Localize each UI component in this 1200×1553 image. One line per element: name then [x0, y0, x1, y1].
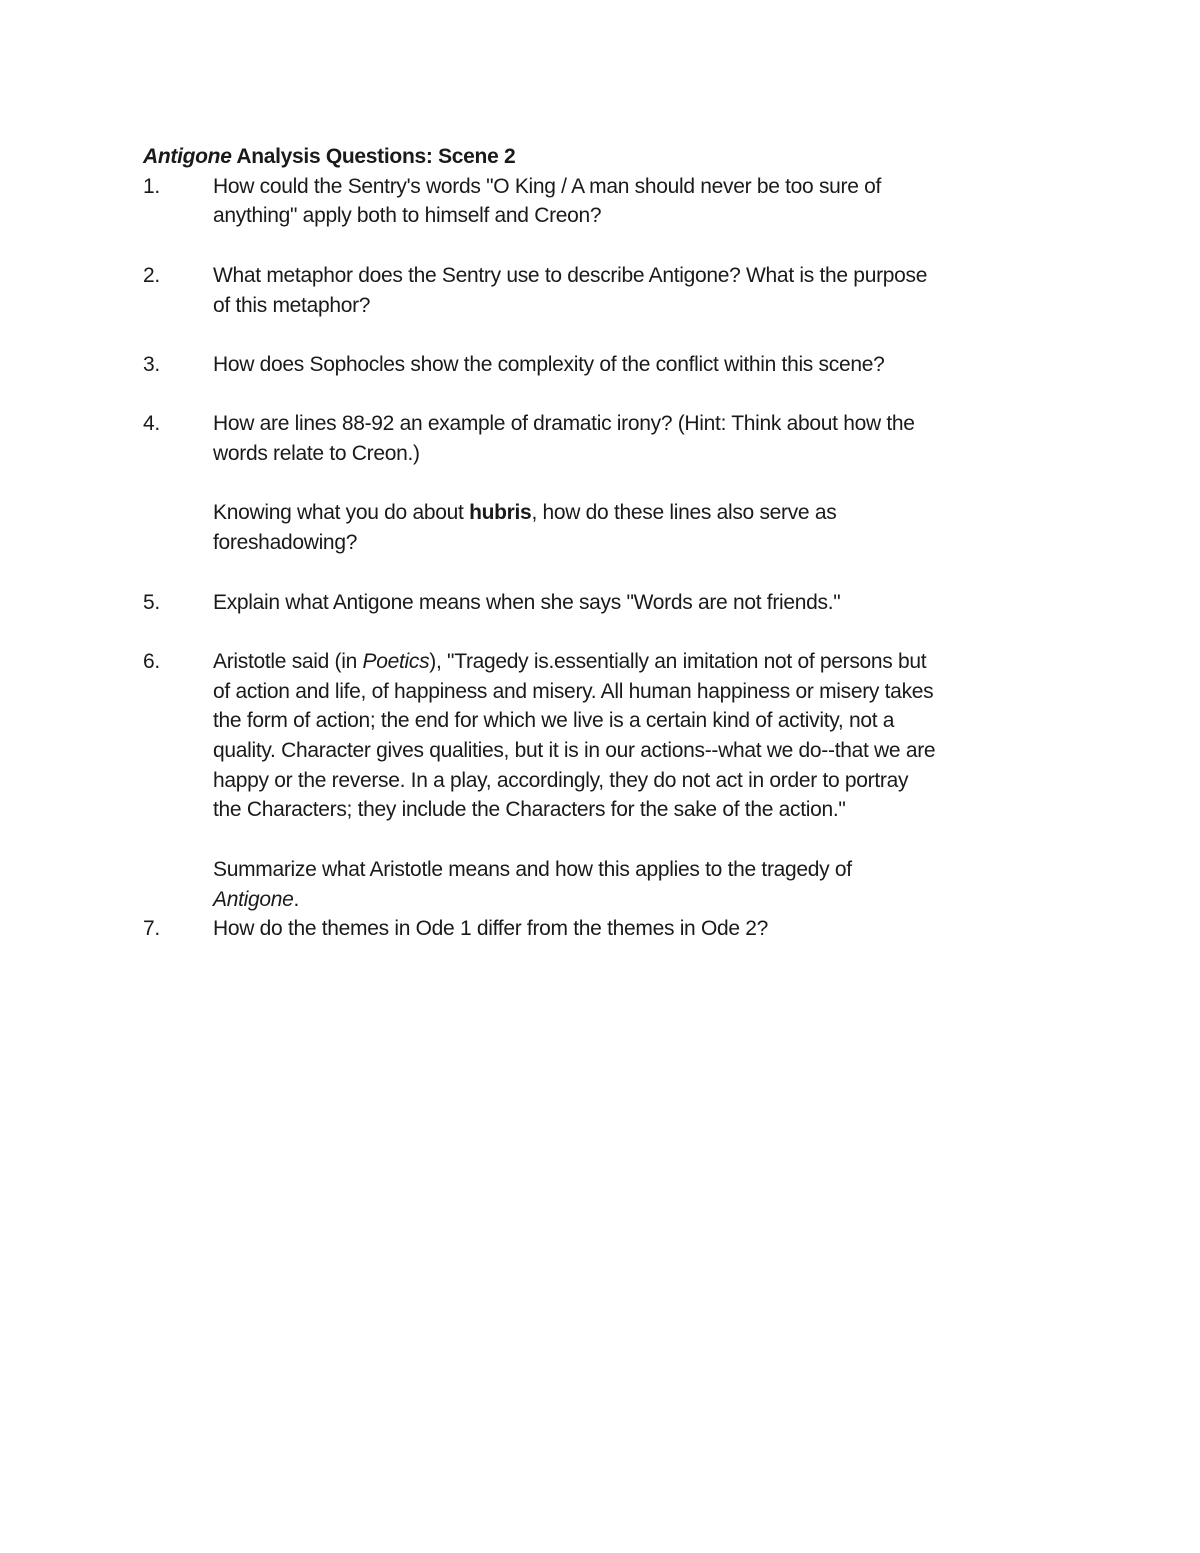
text-segment: quality. Character gives qualities, but it is in our actions--what we do--that we are [213, 739, 936, 762]
question-text-line [213, 855, 852, 885]
text-segment: What metaphor does the Sentry use to describe Antigone? What is the purpose [213, 263, 928, 287]
text-segment: the form of action; the end for which we live is a certain kind of activity, not a [213, 709, 895, 733]
text-segment: , how do these lines also serve as [531, 501, 837, 525]
text-segment: anything" apply both to himself and Creon? [213, 204, 602, 228]
question-number: 3. [143, 352, 160, 376]
question-number: 2. [143, 263, 160, 287]
question-number: 4. [143, 412, 160, 436]
question-text-line [213, 350, 884, 380]
text-segment: Analysis Questions: Scene 2 [231, 145, 516, 168]
text-segment: How could the Sentry's words "O King / A man should never be too sure of [213, 174, 882, 198]
question-text-line [213, 914, 768, 944]
question-text-line [213, 172, 881, 202]
question-text-line [213, 439, 420, 469]
question-text-line [213, 588, 840, 618]
question-text-line [213, 766, 908, 796]
question-number: 1. [143, 174, 160, 198]
text-segment: the Characters; they include the Characters for the sake of the action." [213, 798, 846, 822]
question-text-line [213, 736, 935, 766]
question-number: 6. [143, 649, 160, 673]
text-segment: happy or the reverse. In a play, accordingly, they do not act in order to portray [213, 768, 909, 792]
text-segment: Knowing what you do about [213, 501, 470, 525]
question-text-line [213, 706, 894, 736]
text-segment: of this metaphor? [213, 293, 371, 317]
text-segment: of action and life, of happiness and misery. All human happiness or misery takes [213, 679, 934, 703]
question-text-line [213, 795, 846, 825]
question-text-line [213, 409, 915, 439]
text-segment: . [293, 887, 300, 911]
italic-title: Poetics [362, 649, 430, 673]
italic-title: Antigone [143, 145, 232, 168]
page-title [143, 142, 515, 172]
text-segment: Aristotle said (in [213, 649, 363, 673]
text-segment: Summarize what Aristotle means and how this applies to the tragedy of [213, 857, 852, 881]
question-text-line [213, 201, 601, 231]
text-segment: How are lines 88-92 an example of dramatic irony? (Hint: Think about how the [213, 412, 915, 436]
question-text-line [213, 261, 927, 291]
text-segment: Explain what Antigone means when she says "Words are not friends." [213, 590, 841, 614]
question-number: 5. [143, 590, 160, 614]
text-segment: How do the themes in Ode 1 differ from the themes in Ode 2? [213, 917, 769, 941]
question-text-line [213, 647, 926, 677]
question-text-line [213, 677, 933, 707]
bold-term: hubris [469, 501, 532, 525]
question-number: 7. [143, 917, 160, 941]
text-segment: words relate to Creon.) [213, 442, 420, 465]
text-segment: ), "Tragedy is.essentially an imitation not of persons but [429, 649, 927, 673]
question-text-line [213, 885, 299, 915]
question-text-line [213, 498, 836, 528]
text-segment: foreshadowing? [213, 531, 358, 555]
question-text-line [213, 528, 357, 558]
italic-title: Antigone [213, 887, 294, 911]
text-segment: How does Sophocles show the complexity of the conflict within this scene? [213, 352, 885, 376]
question-text-line [213, 291, 370, 321]
